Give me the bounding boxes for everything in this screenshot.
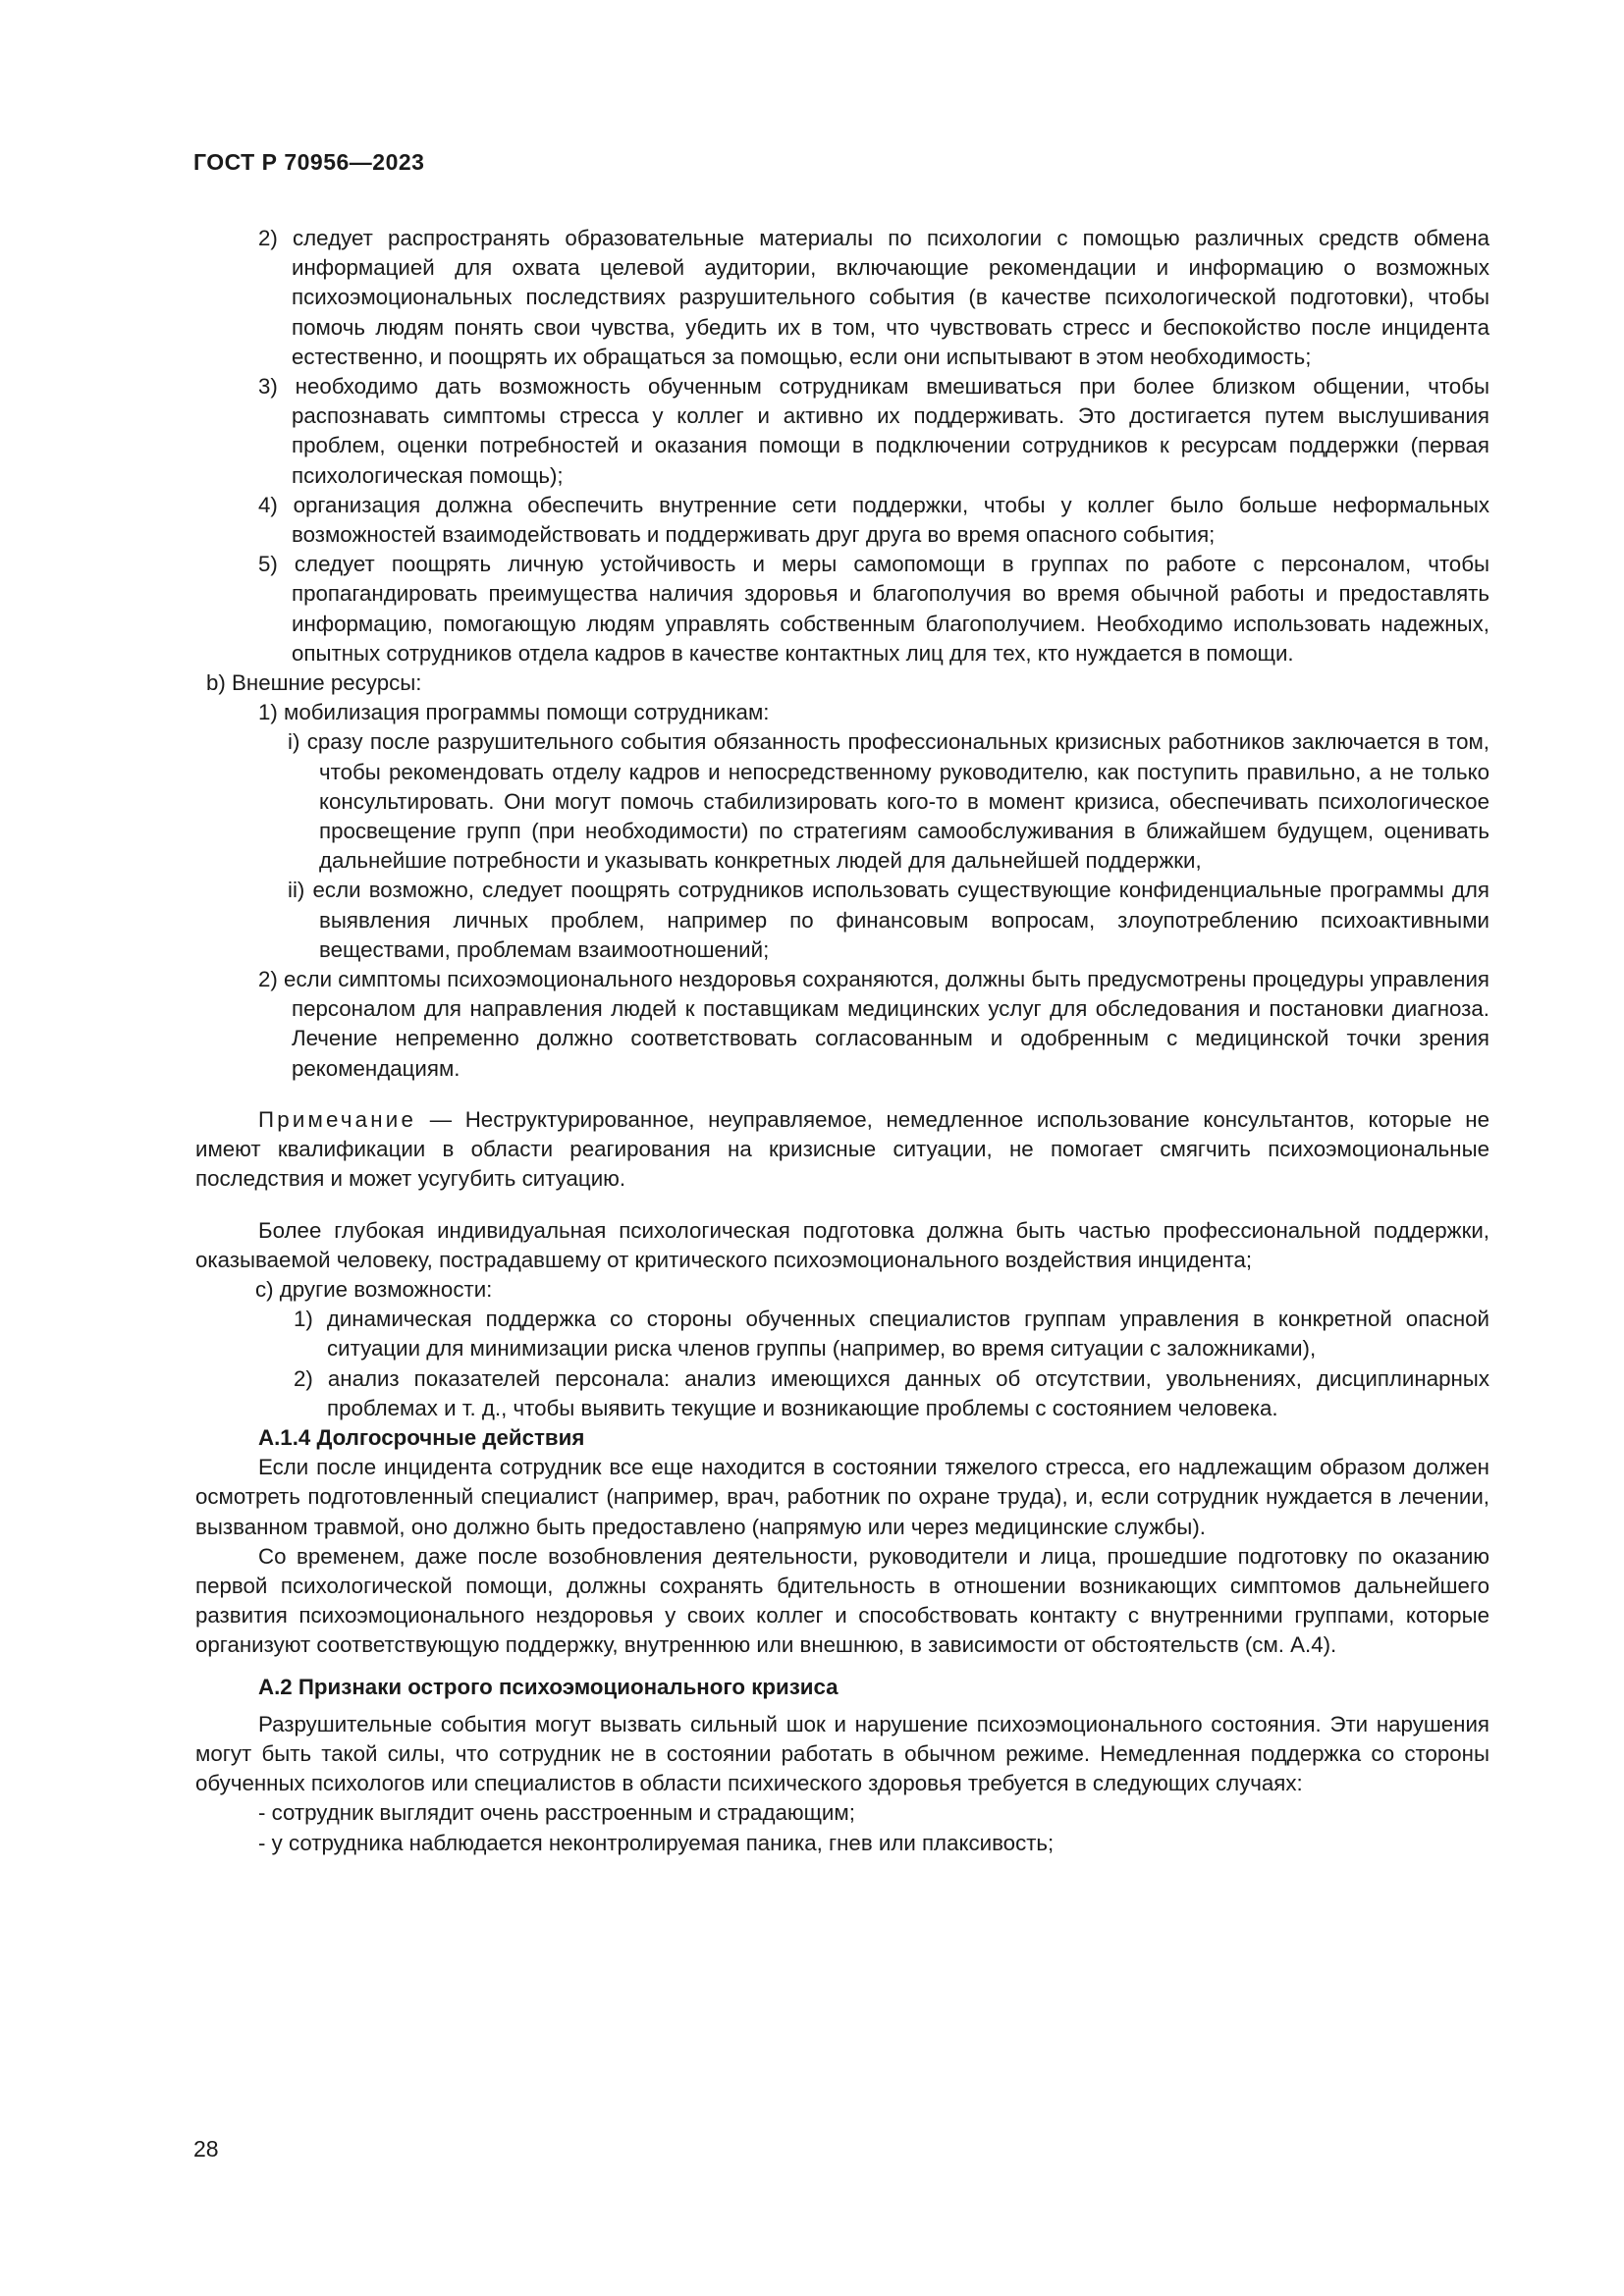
spacer (258, 1702, 1489, 1710)
note-text: — Неструктурированное, неуправляемое, немедленное использование консультантов, которые не имеют квалификации в области реагирования на кризисные ситуации, не помогает смягчить психоэмоциональные последствия и может усугубить ситуацию. (195, 1106, 1489, 1192)
page-number: 28 (193, 2136, 219, 2162)
list-item-a4: 4) организация должна обеспечить внутренние сети поддержки, чтобы у коллег было больше неформальных возможностей взаимодействовать и поддерживать друг друга во время опасного события; (258, 492, 1489, 548)
spacer (258, 1661, 1489, 1673)
list-item-b1: 1) мобилизация программы помощи сотрудникам: (258, 700, 770, 725)
list-item-b1-ii: ii) если возможно, следует поощрять сотрудников использовать существующие конфиденциальные программы для выявления личных проблем, например по финансовым вопросам, злоупотреблению психоактивными веществами, проблемам взаимоотношений; (288, 878, 1489, 962)
note-label: Примечание (258, 1106, 417, 1132)
paragraph-a2-1: Разрушительные события могут вызвать сильный шок и нарушение психоэмоционального состояния. Эти нарушения могут быть такой силы, что сотрудник не в состоянии работать в обычном режиме. Немедленная поддержка со стороны обученных психологов или специалистов в области психического здоровья требуется в следующих случаях: (195, 1711, 1489, 1796)
list-item-b1-i: i) сразу после разрушительного события обязанность профессиональных кризисных работников заключается в том, чтобы рекомендовать отделу кадров и непосредственному руководителю, как поступить правильно, а не только консультировать. Они могут помочь стабилизировать кого-то в момент кризиса, обеспечивать психологическое просвещение групп (при необходимости) по стратегиям самообслуживания в ближайшем будущем, оценивать дальнейшие потребности и указывать конкретных людей для дальнейшей поддержки, (288, 729, 1489, 874)
document-code-header: ГОСТ Р 70956—2023 (193, 149, 425, 175)
section-heading-a14: А.1.4 Долгосрочные действия (258, 1424, 585, 1450)
list-item-a5: 5) следует поощрять личную устойчивость и меры самопомощи в группах по работе с персоналом, чтобы пропагандировать преимущества наличия здоровья и благополучия во время обычной работы и предоставлять информацию, помогающую людям управлять собственным благополучием. Необходимо использовать надежных, опытных сотрудников отдела кадров в качестве контактных лиц для тех, кто нуждается в помощи. (258, 552, 1489, 666)
paragraph-deep-preparation: Более глубокая индивидуальная психологическая подготовка должна быть частью профессиональной поддержки, оказываемой человеку, пострадавшему от критического психоэмоционального воздействия инцидента; (195, 1217, 1489, 1272)
list-item-b2: 2) если симптомы психоэмоционального нездоровья сохраняются, должны быть предусмотрены процедуры управления персоналом для направления людей к поставщикам медицинских услуг для обследования и постановки диагноза. Лечение непременно должно соответствовать согласованным и одобренным с медицинской точки зрения рекомендациям. (258, 967, 1489, 1081)
paragraph-a14-2: Со временем, даже после возобновления деятельности, руководители и лица, прошедшие подготовку по оказанию первой психологической помощи, должны сохранять бдительность в отношении возникающих симптомов дальнейшего развития психоэмоционального нездоровья у своих коллег и способствовать контакту с внутренними группами, которые организуют соответствующую поддержку, внутреннюю или внешнюю, в зависимости от обстоятельств (см. А.4). (195, 1543, 1489, 1658)
list-item-a3: 3) необходимо дать возможность обученным сотрудникам вмешиваться при более близком общении, чтобы распознавать симптомы стресса у коллег и активно их поддерживать. Это достигается путем выслушивания проблем, оценки потребностей и оказания помощи в подключении сотрудников к ресурсам поддержки (первая психологическая помощь); (258, 374, 1489, 488)
list-item-c1: 1) динамическая поддержка со стороны обученных специалистов группам управления в конкретной опасной ситуации для минимизации риска членов группы (например, во время ситуации с заложниками), (294, 1307, 1489, 1362)
list-item-c2: 2) анализ показателей персонала: анализ имеющихся данных об отсутствии, увольнениях, дисциплинарных проблемах и т. д., чтобы выявить текущие и возникающие проблемы с состоянием человека. (294, 1365, 1489, 1420)
list-item-a2: 2) следует распространять образовательные материалы по психологии с помощью различных средств обмена информацией для охвата целевой аудитории, включающие рекомендации и информацию о возможных психоэмоциональных последствиях разрушительного события (в качестве психологической подготовки), чтобы помочь людям понять свои чувства, убедить их в том, что чувствовать стресс и беспокойство после инцидента естественно, и поощрять их обращаться за помощью, если они испытывают в этом необходимость; (258, 226, 1489, 369)
list-item-b: b) Внешние ресурсы: (206, 670, 422, 696)
spacer (258, 1195, 1489, 1216)
list-item-c: c) другие возможности: (255, 1276, 493, 1302)
paragraph-a14-1: Если после инцидента сотрудник все еще находится в состоянии тяжелого стресса, его надлежащим образом должен осмотреть подготовленный специалист (например, врач, работник по охране труда), и, если сотрудник нуждается в лечении, вызванном травмой, оно должно быть предоставлено (напрямую или через медицинские службы). (195, 1455, 1489, 1539)
bullet-item-1: - сотрудник выглядит очень расстроенным и страдающим; (258, 1800, 855, 1826)
bullet-item-2: - у сотрудника наблюдается неконтролируемая паника, гнев или плаксивость; (258, 1830, 1055, 1855)
spacer (258, 1084, 1489, 1105)
document-body (195, 224, 1489, 1858)
section-heading-a2: А.2 Признаки острого психоэмоционального кризиса (258, 1674, 839, 1699)
note-paragraph (195, 1105, 1489, 1195)
